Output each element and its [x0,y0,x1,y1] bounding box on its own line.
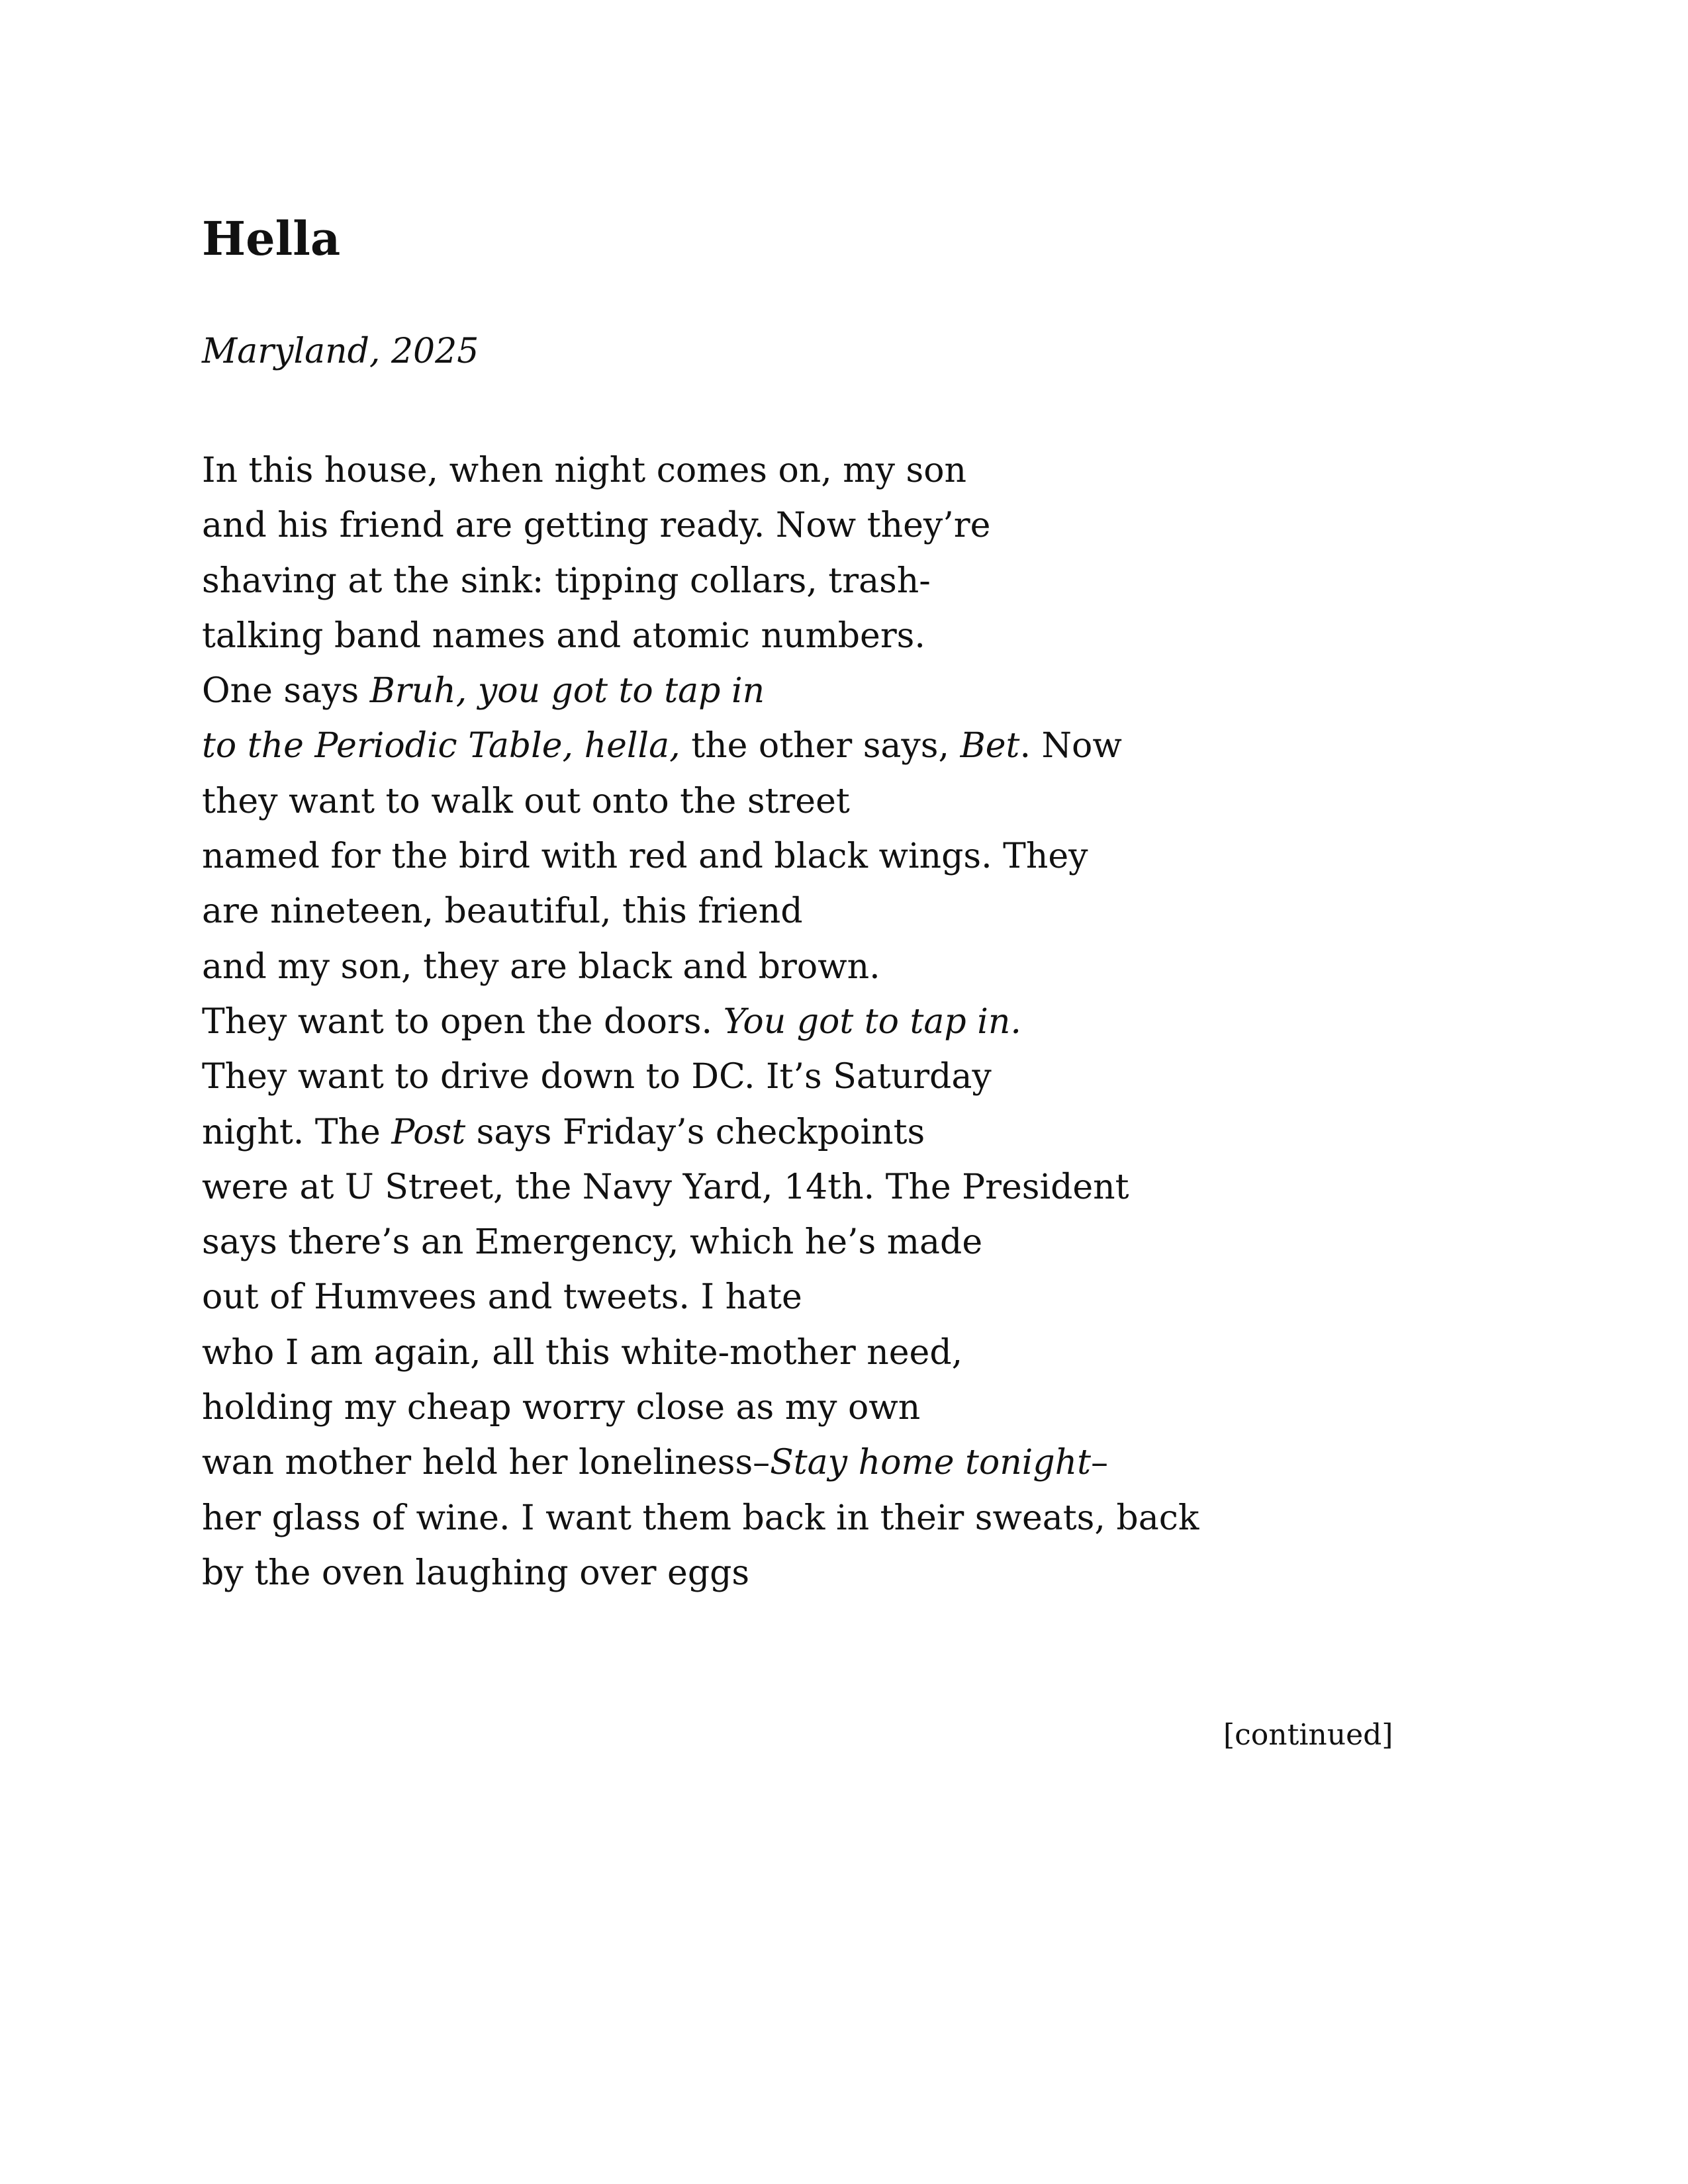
poem-line-7 [202,774,1199,829]
line-text: One says [202,671,370,711]
line-text: who I am again, all this white-mother need, [202,1332,963,1373]
line-text: talking band names and atomic numbers. [202,615,925,656]
line-text: wan mother held her loneliness– [202,1443,771,1483]
poem-line-13 [202,1105,1199,1160]
line-text: the other says, [680,726,961,766]
line-text: They want to open the doors. [202,1001,724,1042]
poem-line-16 [202,1270,1199,1325]
poem-line-4 [202,609,1199,664]
line-text: her glass of wine. I want them back in their sweats, back [202,1498,1199,1538]
line-text: says Friday’s checkpoints [465,1112,925,1152]
poem-line-9 [202,884,1199,939]
poem-line-5 [202,664,1199,719]
poem-line-11 [202,995,1199,1050]
line-text: and my son, they are black and brown. [202,946,880,987]
line-text: shaving at the sink: tipping collars, trash- [202,561,931,601]
poem-line-12 [202,1050,1199,1105]
line-text: – [1091,1443,1108,1483]
poem-line-20 [202,1491,1199,1546]
line-text: holding my cheap worry close as my own [202,1388,921,1428]
poem-title: Hella [202,211,341,266]
poem-line-18 [202,1381,1199,1435]
poem-line-10 [202,940,1199,995]
poem-line-1 [202,443,1199,498]
poem-line-14 [202,1160,1199,1215]
poem-line-8 [202,829,1199,884]
line-text: They want to drive down to DC. It’s Saturday [202,1057,992,1097]
poem-stanza [202,443,1199,1601]
line-text: In this house, when night comes on, my son [202,451,966,490]
line-text: named for the bird with red and black wings. They [202,837,1088,877]
line-text: they want to walk out onto the street [202,781,850,821]
italic-phrase: Post [391,1112,466,1152]
continued-marker: [continued] [1223,1718,1393,1752]
line-text: night. The [202,1112,392,1152]
italic-phrase: Stay home tonight [770,1443,1091,1483]
line-text: . Now [1019,726,1122,766]
poem-line-3 [202,554,1199,609]
poem-line-21 [202,1546,1199,1601]
italic-phrase: Bruh, you got to tap in [369,671,765,711]
line-text: were at U Street, the Navy Yard, 14th. The President [202,1167,1129,1207]
line-text: and his friend are getting ready. Now they’re [202,506,991,546]
poem-line-2 [202,498,1199,553]
poem-line-17 [202,1326,1199,1381]
poem-line-15 [202,1215,1199,1270]
line-text: by the oven laughing over eggs [202,1553,750,1593]
line-text: are nineteen, beautiful, this friend [202,891,803,932]
italic-phrase: Bet [960,726,1020,766]
italic-phrase: to the Periodic Table, hella, [202,726,680,766]
line-text: says there’s an Emergency, which he’s made [202,1222,983,1263]
poem-subtitle: Maryland, 2025 [202,332,479,371]
poem-line-19 [202,1435,1199,1490]
italic-phrase: You got to tap in. [723,1001,1021,1042]
poem-line-6 [202,719,1199,774]
line-text: out of Humvees and tweets. I hate [202,1277,802,1318]
